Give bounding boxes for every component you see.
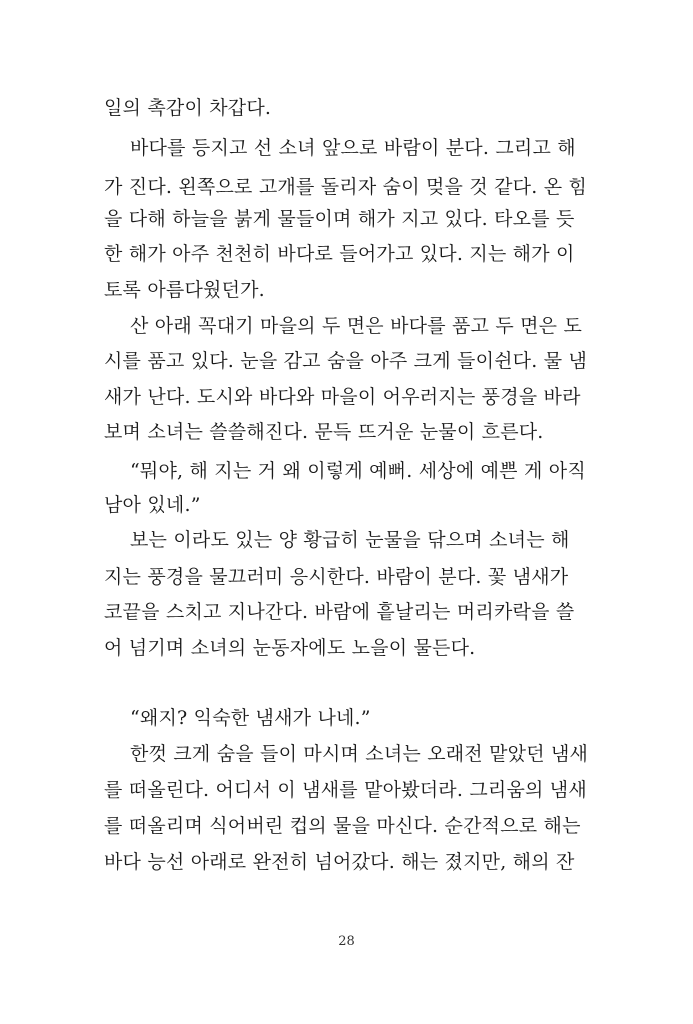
- text-line: 바다 능선 아래로 완전히 넘어갔다. 해는 졌지만, 해의 잔: [104, 851, 575, 873]
- text-line: 지는 풍경을 물끄러미 응시한다. 바람이 분다. 꽃 냄새가: [104, 566, 569, 588]
- text-line: “왜지? 익숙한 냄새가 나네.”: [130, 707, 371, 729]
- text-line: 토록 아름다웠던가.: [104, 279, 265, 301]
- text-line: 를 떠올린다. 어디서 이 냄새를 맡아봤더라. 그리움의 냄새: [104, 779, 587, 801]
- text-line: 산 아래 꼭대기 마을의 두 면은 바다를 품고 두 면은 도: [130, 315, 583, 337]
- text-line: 시를 품고 있다. 눈을 감고 숨을 아주 크게 들이쉰다. 물 냄: [104, 350, 588, 372]
- text-line: 일의 촉감이 차갑다.: [104, 97, 272, 119]
- text-line: 보며 소녀는 쓸쓸해진다. 문득 뜨거운 눈물이 흐른다.: [104, 421, 544, 443]
- text-line: “뭐야, 해 지는 거 왜 이렇게 예뻐. 세상에 예쁜 게 아직: [130, 460, 586, 482]
- text-line: 한 해가 아주 천천히 바다로 들어가고 있다. 지는 해가 이: [104, 243, 575, 265]
- text-line: 코끝을 스치고 지나간다. 바람에 흩날리는 머리카락을 쓸: [104, 601, 575, 623]
- page-number: 28: [338, 934, 355, 949]
- text-line: 가 진다. 왼쪽으로 고개를 돌리자 숨이 멎을 것 같다. 온 힘: [104, 176, 588, 198]
- text-line: 남아 있네.”: [104, 494, 201, 516]
- text-line: 새가 난다. 도시와 바다와 마을이 어우러지는 풍경을 바라: [104, 386, 581, 408]
- text-line: 를 떠올리며 식어버린 컵의 물을 마신다. 순간적으로 해는: [104, 815, 581, 837]
- text-line: 보는 이라도 있는 양 황급히 눈물을 닦으며 소녀는 해: [130, 529, 570, 551]
- text-line: 바다를 등지고 선 소녀 앞으로 바람이 분다. 그리고 해: [130, 137, 576, 159]
- text-line: 한껏 크게 숨을 들이 마시며 소녀는 오래전 맡았던 냄새: [130, 743, 589, 765]
- text-line: 을 다해 하늘을 붉게 물들이며 해가 지고 있다. 타오를 듯: [104, 208, 575, 230]
- text-line: 어 넘기며 소녀의 눈동자에도 노을이 물든다.: [104, 637, 476, 659]
